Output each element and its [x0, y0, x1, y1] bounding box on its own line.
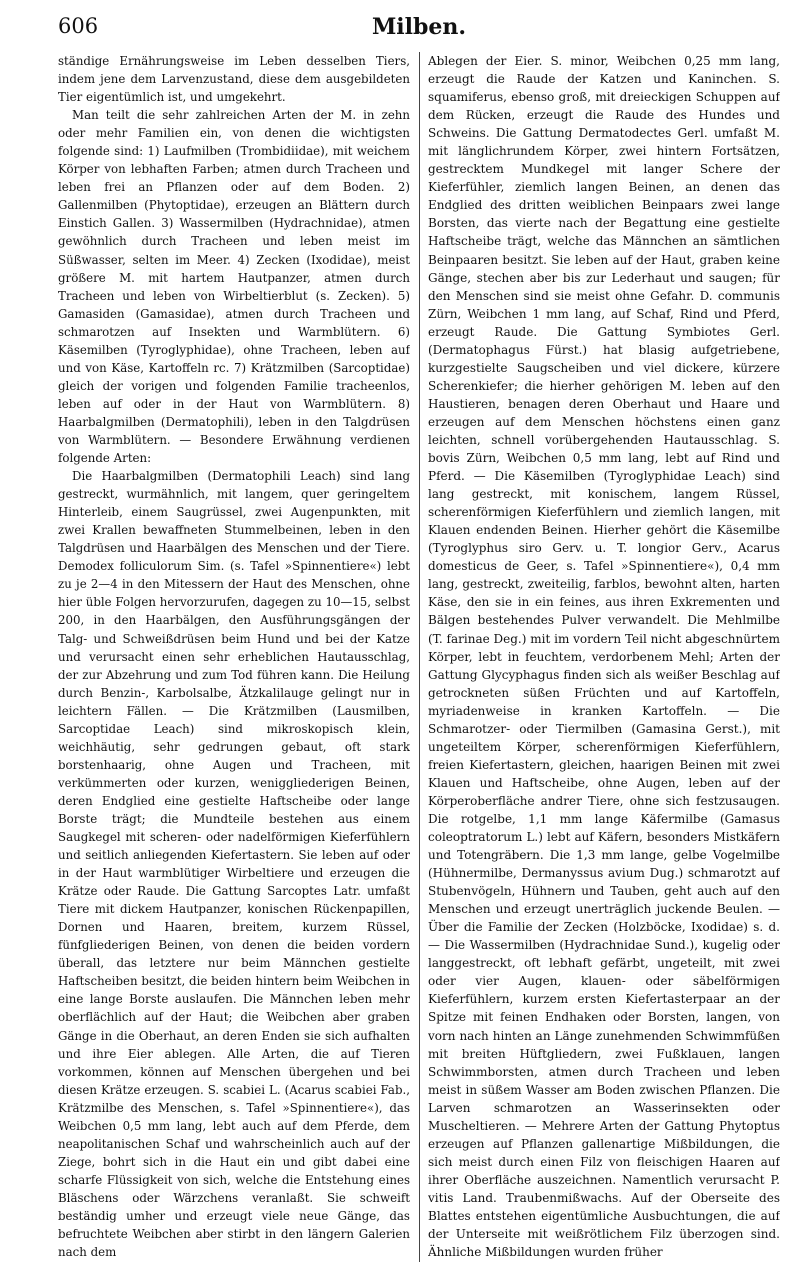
right-column — [428, 52, 780, 1262]
paragraph: ständige Ernährungsweise im Leben desselben Tiers, indem jene dem Larvenzustand, diese dem ausgebildeten Tier eigentümlich ist, und umgekehrt. — [58, 54, 410, 105]
running-title: Milben. — [371, 14, 467, 40]
page-number: 606 — [58, 14, 99, 38]
page-header — [58, 14, 780, 54]
left-column — [58, 52, 410, 1262]
column-divider — [419, 52, 420, 1262]
paragraph: Die Haarbalgmilben (Dermatophili Leach) sind lang gestreckt, wurmähnlich, mit langem, quer geringeltem Hinterleib, einem Saugrüssel, zwei Augenpunkten, mit zwei Krallen bewaffneten Stummelbeinen, leben in den Talgdrüsen und Haarbälgen des Menschen und der Tiere. Demodex folliculorum Sim. (s. Tafel »Spinnentiere«) lebt zu je 2—4 in den Mitessern der Haut des Menschen, ohne hier üble Folgen hervorzurufen, dagegen zu 10—15, selbst 200, in den Haarbälgen, den Ausführungsgängen der Talg- und Schweißdrüsen beim Hund und bei der Katze und verursacht einen sehr erheblichen Hautausschlag, der zur Abzehrung und zum Tod führen kann. Die Heilung durch Benzin-, Karbolsalbe, Ätzkalilauge gelingt nur in leichtern Fällen. — Die Krätzmilben (Lausmilben, Sarcoptidae Leach) sind mikroskopisch klein, weichhäutig, sehr gedrungen gebaut, oft stark borstenhaarig, ohne Augen und Tracheen, mit verkümmerten oder kurzen, weniggliederigen Beinen, deren Endglied eine gestielte Haftscheibe oder lange Borste trägt; die Mundteile bestehen aus einem Saugkegel mit scheren- oder nadelförmigen Kieferfühlern und seitlich anliegenden Kiefertastern. Sie leben auf oder in der Haut warmblütiger Wirbeltiere und erzeugen die Krätze oder Raude. Die Gattung Sarcoptes Latr. umfaßt Tiere mit dickem Hautpanzer, konischen Rückenpapillen, Dornen und Haaren, breitem, kurzem Rüssel, fünfgliederigen Beinen, von denen die beiden vordern überall, das letztere nur beim Männchen gestielte Haftscheiben besitzt, die beiden hintern beim Weibchen in eine lange Borste auslaufen. Die Männchen leben mehr oberflächlich auf der Haut; die Weibchen aber graben Gänge in die Oberhaut, an deren Enden sie sich aufhalten und ihre Eier ablegen. Alle Arten, die auf Tieren vorkommen, können auf Menschen übergehen und bei diesen Krätze erzeugen. S. scabiei L. (Acarus scabiei Fab., Krätzmilbe des Menschen, s. Tafel »Spinnentiere«), das Weibchen 0,5 mm lang, lebt auch auf dem Pferde, dem neapolitanischen Schaf und wahrscheinlich auch auf der Ziege, bohrt sich in die Haut ein und gibt dabei eine scharfe Flüssigkeit von sich, welche die Entstehung eines Bläschens oder Wärzchens veranlaßt. Sie schweift beständig umher und erzeugt viele neue Gänge, das befruchtete Weibchen aber stirbt in den längern Galerien nach dem — [58, 469, 410, 1260]
paragraph: Ablegen der Eier. S. minor, Weibchen 0,25 mm lang, erzeugt die Raude der Katzen und Kaninchen. S. squamiferus, ebenso groß, mit dreieckigen Schuppen auf dem Rücken, erzeugt die Raude des Hundes und Schweins. Die Gattung Dermatodectes Gerl. umfaßt M. mit länglichrundem Körper, zwei hintern Fortsätzen, gestrecktem Mundkegel mit langer Schere der Kieferfühler, ziemlich langen Beinen, an denen das Endglied des dritten weiblichen Beinpaars zwei lange Borsten, das vierte nach der Begattung eine gestielte Haftscheibe trägt, welche das Männchen an sämtlichen Beinpaaren besitzt. Sie leben auf der Haut, graben keine Gänge, stechen aber bis zur Lederhaut und saugen; für den Menschen sind sie meist ohne Gefahr. D. communis Zürn, Weibchen 1 mm lang, auf Schaf, Rind und Pferd, erzeugt Raude. Die Gattung Symbiotes Gerl. (Dermatophagus Fürst.) hat blasig aufgetriebene, kurzgestielte Saugscheiben und viel dickere, kürzere Scherenkiefer; die hierher gehörigen M. leben auf den Haustieren, benagen deren Oberhaut und Haare und erzeugen auf dem Menschen höchstens einen ganz leichten, schnell vorübergehenden Hautausschlag. S. bovis Zürn, Weibchen 0,5 mm lang, lebt auf Rind und Pferd. — Die Käsemilben (Tyroglyphidae Leach) sind lang gestreckt, mit konischem, langem Rüssel, scherenförmigen Kieferfühlern und ziemlich langen, mit Klauen endenden Beinen. Hierher gehört die Käsemilbe (Tyroglyphus siro Gerv. u. T. longior Gerv., Acarus domesticus de Geer, s. Tafel »Spinnentiere«), 0,4 mm lang, gestreckt, zweiteilig, farblos, bewohnt alten, harten Käse, den sie in ein feines, aus ihren Exkrementen und Bälgen bestehendes Pulver verwandelt. Die Mehlmilbe (T. farinae Deg.) mit im vordern Teil nicht abgeschnürtem Körper, lebt in feuchtem, verdorbenem Mehl; Arten der Gattung Glycyphagus finden sich als weißer Beschlag auf getrockneten süßen Früchten und auf Kartoffeln, myriadenweise in kranken Kartoffeln. — Die Schmarotzer- oder Tiermilben (Gamasina Gerst.), mit ungeteiltem Körper, scherenförmigen Kieferfühlern, freien Kiefertastern, gleichen, haarigen Beinen mit zwei Klauen und Haftscheibe, ohne Augen, leben auf der Körperoberfläche andrer Tiere, ohne sich festzusaugen. Die rotgelbe, 1,1 mm lange Käfermilbe (Gamasus coleoptratorum L.) lebt auf Käfern, besonders Mistkäfern und Totengräbern. Die 1,3 mm lange, gelbe Vogelmilbe (Hühnermilbe, Dermanyssus avium Dug.) schmarotzt auf Stubenvögeln, Hühnern und Tauben, geht auch auf den Menschen und erzeugt unerträglich juckende Beulen. — Über die Familie der Zecken (Holzböcke, Ixodidae) s. d. — Die Wassermilben (Hydrachnidae Sund.), kugelig oder langgestreckt, oft lebhaft gefärbt, ungeteilt, mit zwei oder vier Augen, klauen- oder säbelförmigen Kieferfühlern, kurzem ersten Kiefertasterpaar an der Spitze mit feinen Endhaken oder Borsten, langen, von vorn nach hinten an Länge zunehmenden Schwimmfüßen mit breiten Hüftgliedern, zwei Fußklauen, langen Schwimmborsten, atmen durch Tracheen und leben meist in süßem Wasser am Boden zwischen Pflanzen. Die Larven schmarotzen an Wasserinsekten oder Muscheltieren. — Mehrere Arten der Gattung Phytoptus erzeugen auf Pflanzen gallenartige Mißbildungen, die sich meist durch einen Filz von fleischigen Haaren auf ihrer Oberfläche auszeichnen. Namentlich verursacht P. vitis Land. Traubenmißwachs. Auf der Oberseite des Blattes entstehen eigentümliche Ausbuchtungen, die auf der Unterseite mit weißrötlichem Filz überzogen sind. Ähnliche Mißbildungen wurden früher — [428, 54, 780, 1260]
paragraph: Man teilt die sehr zahlreichen Arten der M. in zehn oder mehr Familien ein, von denen die wichtigsten folgende sind: 1) Laufmilben (Trombidiidae), mit weichem Körper von lebhaften Farben; atmen durch Tracheen und leben frei an Pflanzen oder auf dem Boden. 2) Gallenmilben (Phytoptidae), erzeugen an Blättern durch Einstich Gallen. 3) Wassermilben (Hydrachnidae), atmen gewöhnlich durch Tracheen und leben meist im Süßwasser, selten im Meer. 4) Zecken (Ixodidae), meist größere M. mit hartem Hautpanzer, atmen durch Tracheen und leben von Wirbeltierblut (s. Zecken). 5) Gamasiden (Gamasidae), atmen durch Tracheen und schmarotzen auf Insekten und Warmblütern. 6) Käsemilben (Tyroglyphidae), ohne Tracheen, leben auf und von Käse, Kartoffeln rc. 7) Krätzmilben (Sarcoptidae) gleich der vorigen und folgenden Familie tracheenlos, leben auf oder in der Haut von Warmblütern. 8) Haarbalgmilben (Dermatophili), leben in den Talgdrüsen von Warmblütern. — Besondere Erwähnung verdienen folgende Arten: — [58, 108, 410, 466]
text-columns — [58, 52, 782, 1262]
